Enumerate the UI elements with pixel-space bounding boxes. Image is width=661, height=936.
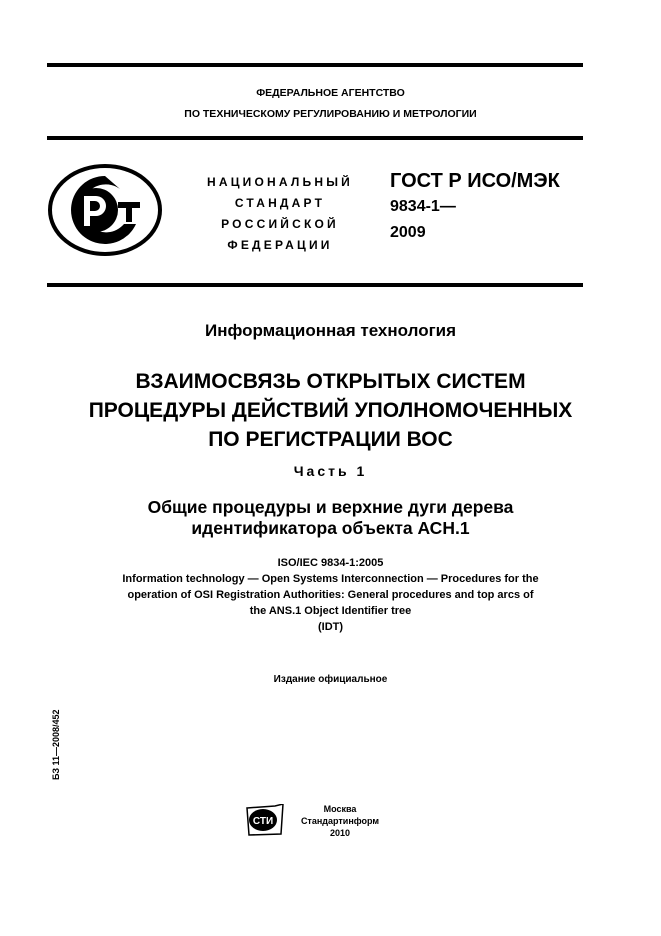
- national-line-3: РОССИЙСКОЙ: [221, 217, 339, 231]
- publisher-city: Москва: [323, 804, 357, 814]
- agency-line-1: ФЕДЕРАЛЬНОЕ АГЕНТСТВО: [256, 87, 405, 99]
- publisher-name: Стандартинформ: [300, 816, 380, 826]
- national-line-2: СТАНДАРТ: [234, 196, 326, 210]
- main-title: [0, 367, 661, 454]
- standard-designation: [390, 168, 560, 246]
- iso-title-line-2: operation of OSI Registration Authorities: General procedures and top arcs of: [127, 589, 534, 601]
- main-title-line-2: ПРОЦЕДУРЫ ДЕЙСТВИЙ УПОЛНОМОЧЕННЫХ: [88, 399, 573, 422]
- subject-area: Информационная технология: [204, 321, 457, 340]
- block-rule: [47, 283, 583, 287]
- agency-line-2: ПО ТЕХНИЧЕСКОМУ РЕГУЛИРОВАНИЮ И МЕТРОЛОГИИ: [184, 108, 477, 120]
- official-edition: Издание официальное: [273, 674, 388, 685]
- designation-line-1: ГОСТ Р ИСО/МЭК: [390, 170, 560, 192]
- svg-text:СТИ: СТИ: [252, 816, 274, 827]
- designation-line-2: 9834-1—: [390, 198, 456, 215]
- main-title-line-1: ВЗАИМОСВЯЗЬ ОТКРЫТЫХ СИСТЕМ: [135, 370, 526, 393]
- publisher-info: [290, 803, 390, 839]
- national-line-1: НАЦИОНАЛЬНЫЙ: [206, 175, 354, 189]
- iso-ref: ISO/IEC 9834-1:2005: [277, 557, 384, 569]
- subtitle: [0, 497, 661, 539]
- top-rule: [47, 63, 583, 67]
- national-standard-label: [190, 172, 370, 256]
- iso-degree: (IDT): [317, 621, 344, 633]
- designation-line-3: 2009: [390, 224, 426, 241]
- subtitle-line-2: идентификатора объекта АСН.1: [191, 518, 470, 538]
- part-number: Часть 1: [293, 463, 368, 479]
- iso-reference-block: [0, 555, 661, 635]
- subtitle-line-1: Общие процедуры и верхние дуги дерева: [147, 497, 514, 517]
- gost-r-logo-icon: [48, 164, 162, 256]
- iso-title-line-3: the ANS.1 Object Identifier tree: [249, 605, 412, 617]
- side-code: БЗ 11—2008/452: [51, 709, 61, 780]
- main-title-line-3: ПО РЕГИСТРАЦИИ ВОС: [208, 428, 453, 451]
- publisher-year: 2010: [329, 828, 351, 838]
- national-line-4: ФЕДЕРАЦИИ: [227, 238, 333, 252]
- header-rule: [47, 136, 583, 140]
- standartinform-logo-icon: [245, 804, 285, 836]
- iso-title-line-1: Information technology — Open Systems Interconnection — Procedures for the: [122, 573, 539, 585]
